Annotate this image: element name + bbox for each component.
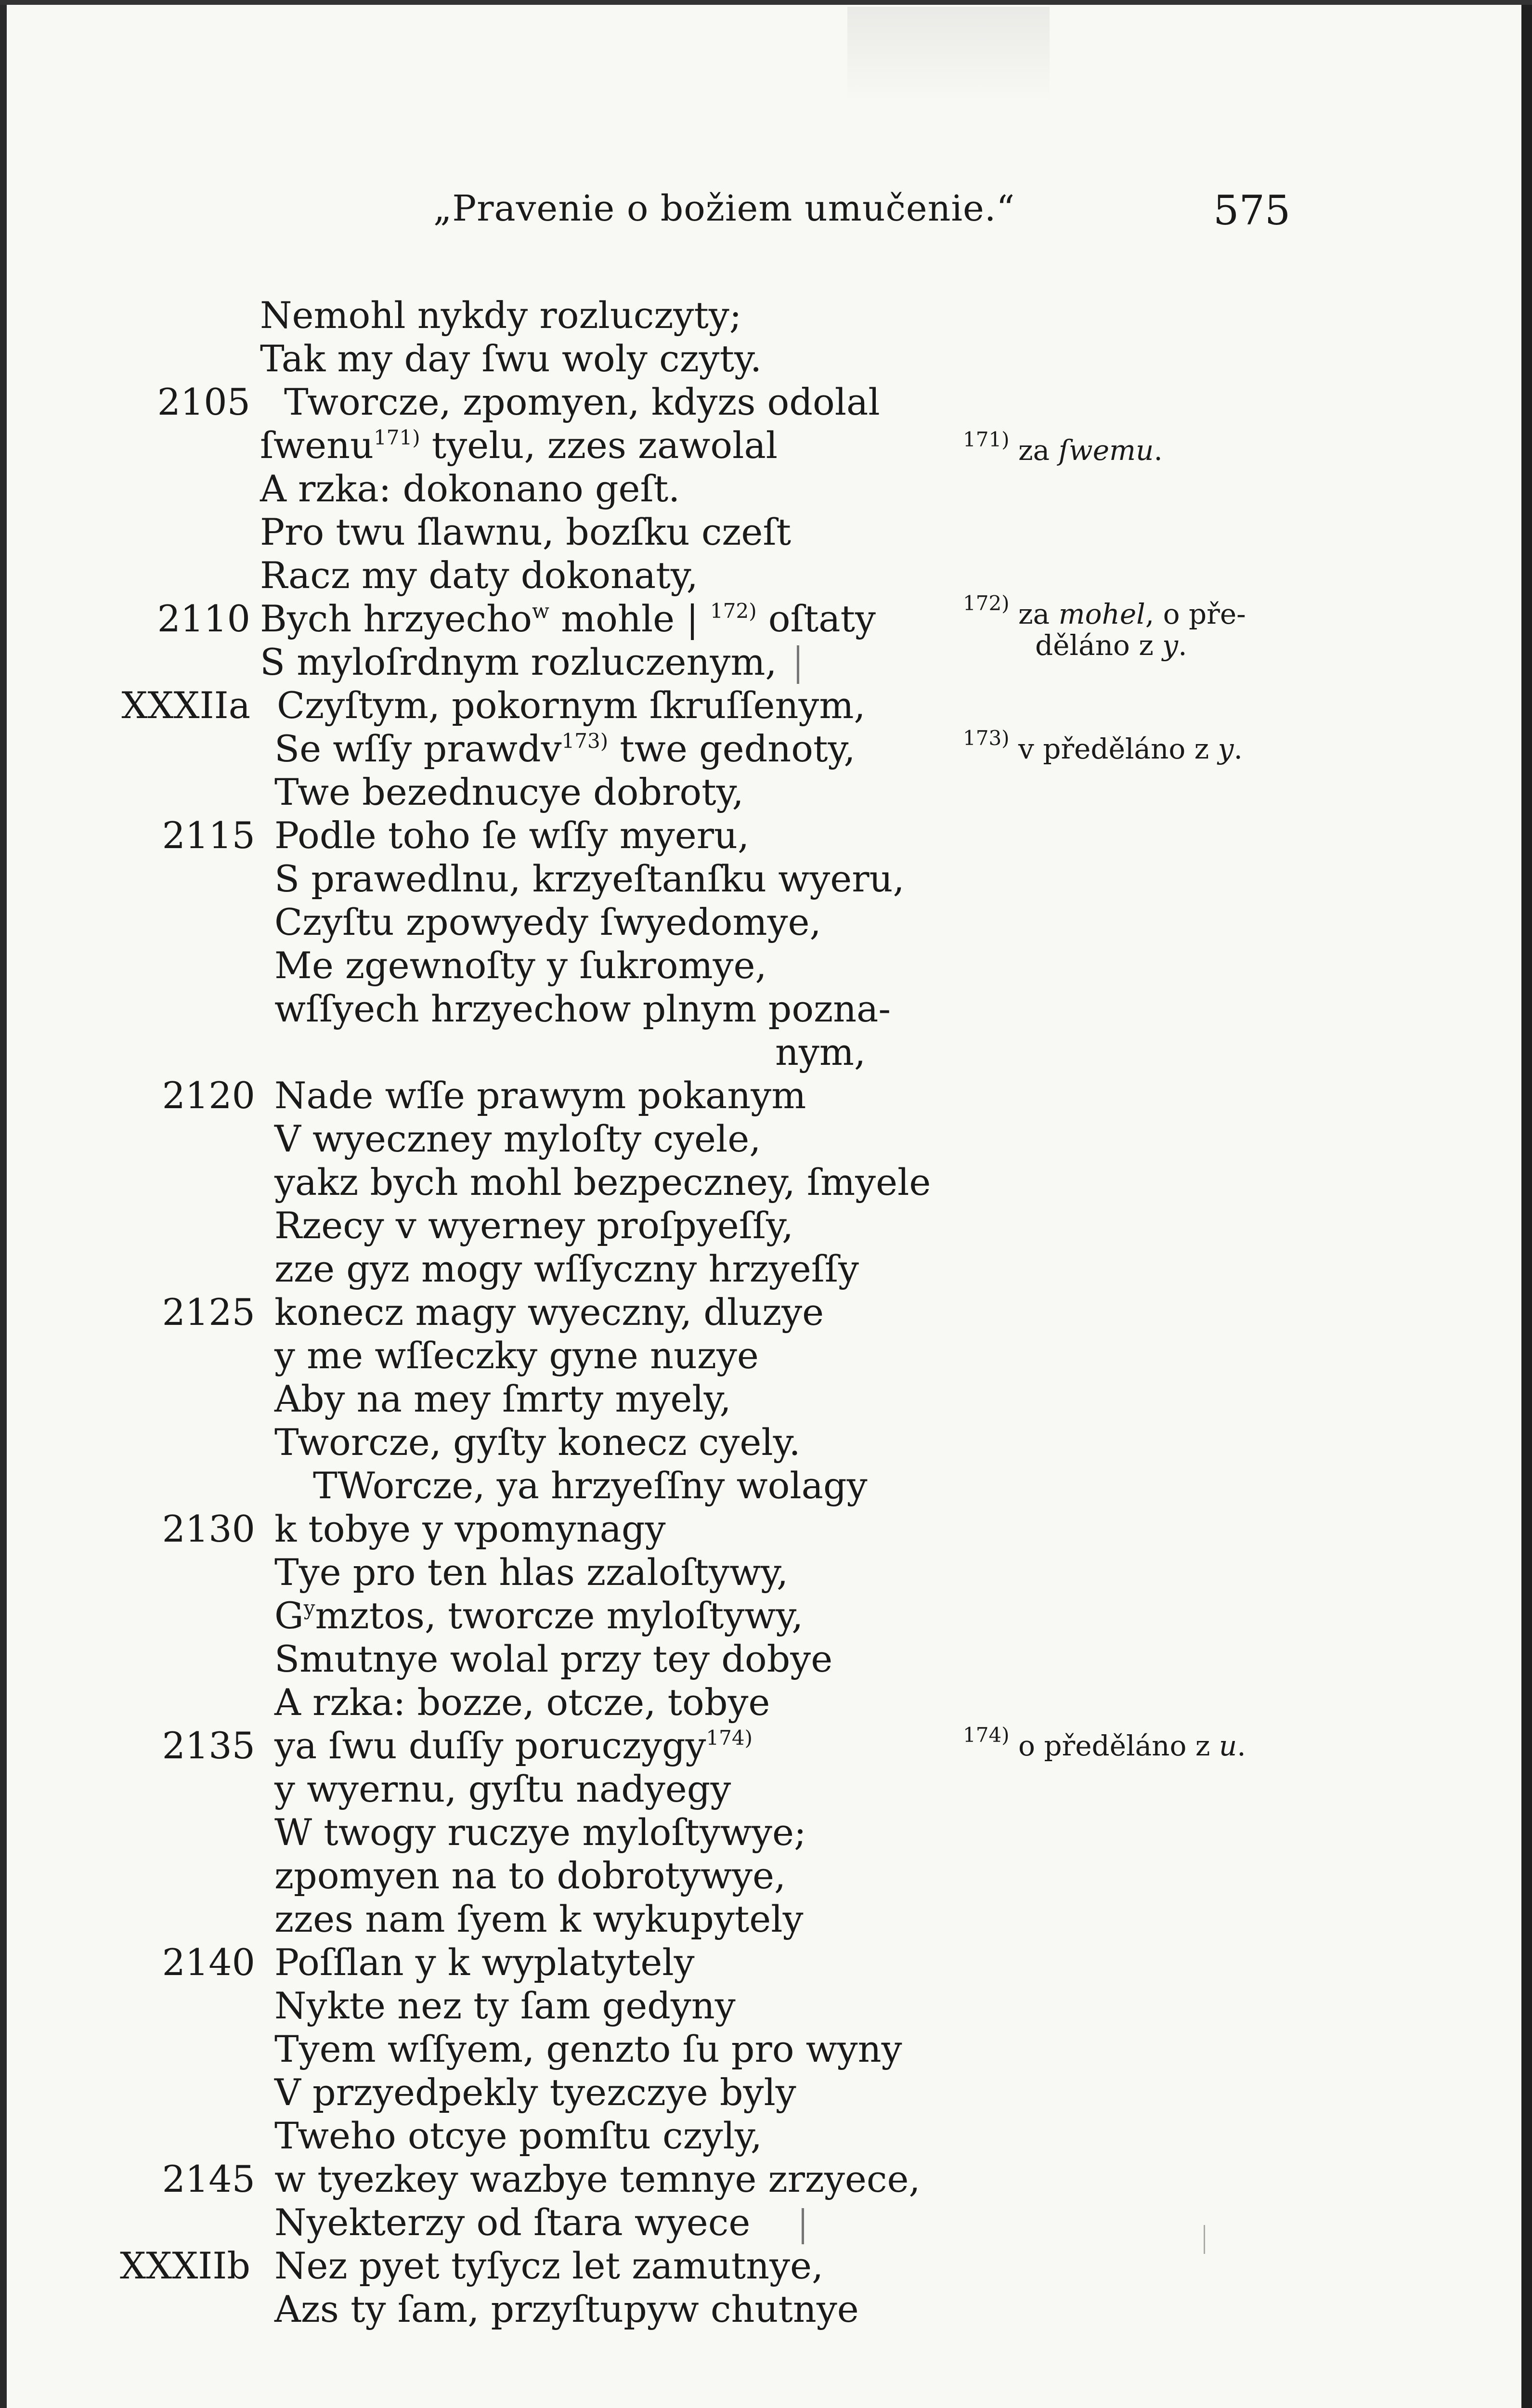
verse-line: zzes nam ſyem k wykupytely: [274, 1898, 804, 1940]
scan-edge-right: [1521, 0, 1532, 2408]
verse-line: W twogy ruczye myloſtywye;: [274, 1811, 806, 1854]
verse-line: Tweho otcye pomſtu czyly,: [274, 2114, 762, 2157]
verse-line: Nemohl nykdy rozluczyty;: [260, 294, 742, 337]
verse-line: k tobye y vpomynagy: [274, 1507, 666, 1550]
verse-line: V przyedpekly tyezczye byly: [274, 2071, 796, 2114]
verse-line: Tak my day ſwu woly czyty.: [260, 337, 762, 380]
verse-line: wſſyech hrzyechow plnym pozna-: [274, 987, 891, 1030]
scan-edge-left: [0, 0, 7, 2408]
verse-line: Tye pro ten hlas zzaloſtywy,: [274, 1551, 789, 1594]
verse-line: Se wſſy prawdv$^{173)}$ twe gednoty,: [274, 727, 856, 770]
verse-line: y wyernu, gyſtu nadyegy: [274, 1767, 731, 1810]
scan-smudge: [847, 7, 1050, 103]
margin-note: $^{174)}$ o předěláno z u.: [963, 1723, 1246, 1762]
page-number: 575: [1213, 187, 1291, 234]
verse-line: Smutnye wolal przy tey dobye: [274, 1637, 833, 1680]
verse-line: V wyeczney myloſty cyele,: [274, 1117, 761, 1160]
verse-line: Poſſlan y k wyplatytely: [274, 1941, 695, 1984]
verse-line: yakz bych mohl bezpeczney, ſmyele: [274, 1161, 931, 1204]
verse-line: ſwenu$^{171)}$ tyelu, zzes zawolal: [260, 424, 778, 467]
verse-line: Pro twu ſlawnu, bozſku czeſt: [260, 510, 792, 553]
margin-note: $^{173)}$ v předěláno z y.: [963, 726, 1243, 765]
verse-line: konecz magy wyeczny, dluzye: [274, 1291, 824, 1334]
line-number: 2135: [162, 1724, 255, 1767]
verse-line: S prawedlnu, krzyeſtanſku wyeru,: [274, 857, 905, 900]
line-number: 2105: [157, 380, 250, 423]
line-number: 2140: [162, 1941, 255, 1984]
verse-line: TWorcze, ya hrzyeſſny wolagy: [313, 1464, 868, 1507]
verse-line: A rzka: bozze, otcze, tobye: [274, 1681, 770, 1724]
verse-line: Azs ty ſam, przyſtupyw chutnye: [274, 2288, 859, 2330]
verse-line: Tworcze, zpomyen, kdyzs odolal: [284, 380, 880, 423]
line-number: XXXIIa: [121, 684, 250, 727]
margin-note: $^{172)}$ za mohel, o pře-: [963, 591, 1246, 630]
line-number: 2125: [162, 1291, 255, 1334]
verse-line: $G^ymztos$, tworcze myloſtywy,: [274, 1594, 804, 1637]
running-title: „Pravenie o božiem umučenie.“: [433, 188, 1015, 229]
verse-line: y me wſſeczky gyne nuzye: [274, 1334, 759, 1377]
verse-line: Nade wſſe prawym pokanym: [274, 1074, 806, 1117]
verse-line: Racz my daty dokonaty,: [260, 554, 698, 597]
verse-line: A rzka: dokonano geſt.: [260, 467, 680, 510]
verse-line: Nykte nez ty ſam gedyny: [274, 1984, 736, 2027]
line-number: 2120: [162, 1074, 255, 1117]
scan-scratch: [1204, 2225, 1205, 2254]
line-number: 2115: [162, 814, 255, 857]
verse-line: zpomyen na to dobrotywye,: [274, 1854, 786, 1897]
verse-line: Aby na mey ſmrty myely,: [274, 1377, 731, 1420]
verse-line: ya ſwu duſſy poruczygy$^{174)}$: [274, 1724, 753, 1767]
verse-line: Nez pyet tyſycz let zamutnye,: [274, 2244, 824, 2287]
line-number: 2110: [157, 597, 250, 640]
verse-line: Twe bezednucye dobroty,: [274, 771, 744, 813]
verse-line: Czyſtu zpowyedy ſwyedomye,: [274, 901, 821, 943]
line-number: 2130: [162, 1507, 255, 1550]
verse-line: Me zgewnoſty y ſukromye,: [274, 944, 767, 987]
verse-line: w tyezkey wazbye temnye zrzyece,: [274, 2158, 921, 2200]
scan-edge-top: [0, 0, 1532, 5]
verse-line: zze gyz mogy wſſyczny hrzyeſſy: [274, 1247, 859, 1290]
verse-line: Tyem wſſyem, genzto ſu pro wyny: [274, 2028, 902, 2070]
verse-line: S myloſrdnym rozluczenym,: [260, 641, 777, 683]
margin-mark: [802, 2208, 804, 2244]
verse-line: Czyſtym, pokornym ſkruſſenym,: [277, 684, 866, 727]
line-number: XXXIIb: [119, 2244, 250, 2287]
verse-line: Tworcze, gyſty konecz cyely.: [274, 1421, 801, 1464]
line-number: 2145: [162, 2158, 255, 2200]
margin-note: děláno z y.: [1035, 629, 1187, 662]
verse-line: Bych hrzyecho$^w$ mohle | $^{172)}$ oſtaty: [260, 597, 876, 640]
margin-note: $^{171)}$ za ſwemu.: [963, 428, 1163, 467]
verse-line: Podle toho ſe wſſy myeru,: [274, 814, 750, 857]
verse-line: Rzecy v wyerney proſpyeſſy,: [274, 1204, 793, 1247]
verse-line: nym,: [775, 1031, 866, 1073]
margin-mark: [797, 645, 799, 684]
verse-line: Nyekterzy od ſtara wyece: [274, 2201, 751, 2244]
